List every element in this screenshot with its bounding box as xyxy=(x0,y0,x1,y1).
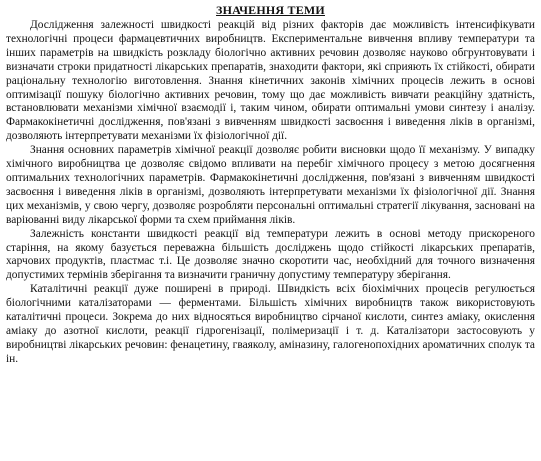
document-title: ЗНАЧЕННЯ ТЕМИ xyxy=(216,3,325,17)
paragraph-3: Залежність константи швидкості реакції від температури лежить в основі методу прискореного старіння, на якому базується переважна більшість досліджень щодо стійкості лікарських препаратів, харчових продуктів, пластмас т.і. Це дозволяє значно скоротити час, необхідний для точного визначення допустимих термінів зберігання та визначити граничну допустиму температуру зберігання. xyxy=(6,227,535,282)
paragraph-1: Дослідження залежності швидкості реакцій від різних факторів дає можливість інтенсифікувати технологічні процеси фармацевтичних виробництв. Експериментальне вивчення впливу температури та інших параметрів на швидкість розкладу біологічно активних речовин дозволяє науково обгрунтовувати і визначати строки придатності лікарських препаратів, знаходити фактори, які сприяють їх стійкості, обирати раціональну технологію виготовлення. Знання кінетичних законів хімічних процесів лежить в основі оптимізації пошуку біологічно активних речовин, тому що дає можливість вивчати реакційну здатність, встановлювати механізми хімічної взаємодії і, таким чином, обирати оптимальні умови синтезу і аналізу. Фармакокінетичні дослідження, пов'язані з вивченням швидкості засвоєння і виведення ліків в організмі, дозволяють інтерпретувати механізми їх фізіологічної дії. xyxy=(6,19,535,143)
paragraph-4: Каталітичні реакції дуже поширені в природі. Швидкість всіх біохімічних процесів регулюється біологічними каталізаторами — ферментами. Більшість хімічних виробництв також використовують каталітичні процеси. Зокрема до них відносяться виробництво сірчаної кислоти, синтез аміаку, окислення аміаку до азотної кислоти, реакції гідрогенізації, полімеризації і т. д. Каталізатори застосовують у виробництві лікарських речовин: фенацетину, гваяколу, аміназину, галогенопохідних ароматичних сполук та ін. xyxy=(6,283,535,365)
paragraph-2: Знання основних параметрів хімічної реакції дозволяє робити висновки щодо її механізму. У випадку хімічного виробництва це дозволяє свідомо впливати на перебіг хімічного процесу з метою досягнення оптимальних технологічних параметрів. Фармакокінетичні дослідження, пов'язані з вивченням швидкості засвоєння і виведення ліків в організмі, дозволяють інтерпретувати механізми їх фізіологічної дії. Знання цих механізмів, у свою чергу, дозволяє розробляти персональні оптимальні стратегії лікування, засновані на варіюванні виду лікарської форми та схем приймання ліків. xyxy=(6,144,535,226)
